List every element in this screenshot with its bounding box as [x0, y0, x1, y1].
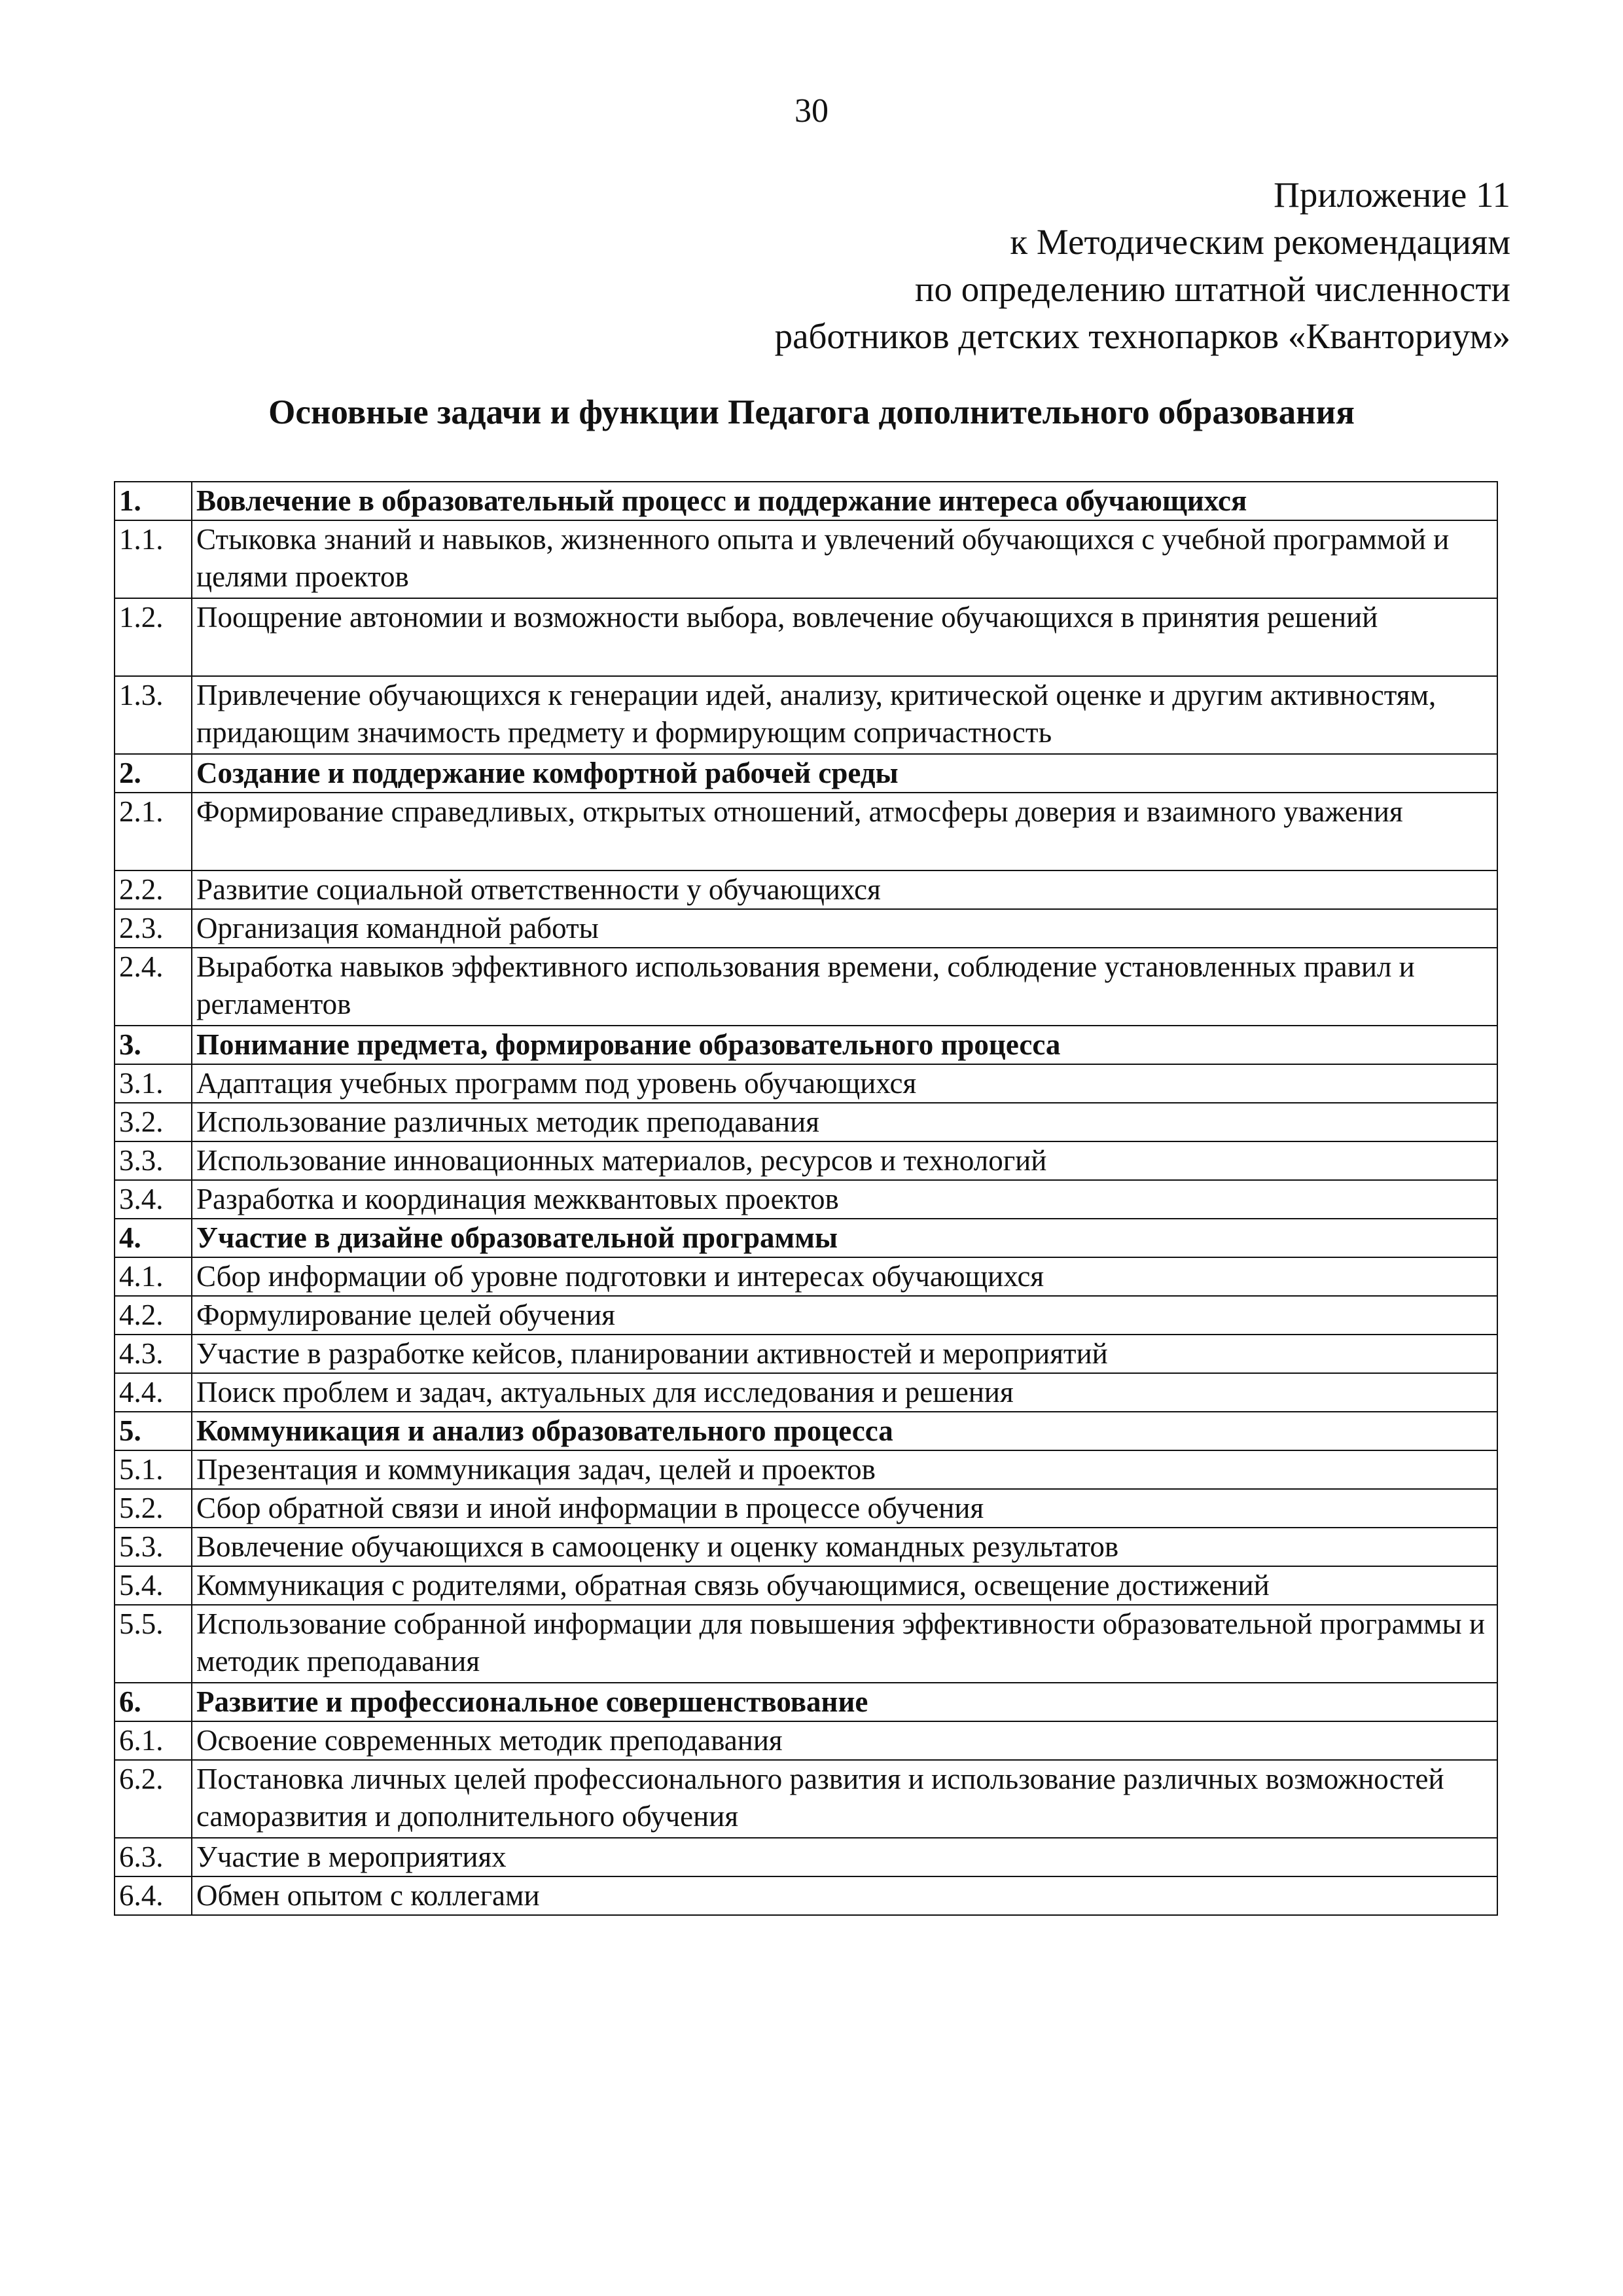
section-title: Создание и поддержание комфортной рабочей среды [192, 754, 1497, 793]
table-row [115, 1257, 1497, 1296]
row-number: 2.1. [115, 793, 192, 870]
table-row [115, 1103, 1497, 1141]
row-number: 3.4. [115, 1180, 192, 1219]
section-row [115, 1219, 1497, 1257]
table-row [115, 1296, 1497, 1335]
table-row [115, 598, 1497, 676]
row-number: 6.1. [115, 1721, 192, 1760]
row-text: Формулирование целей обучения [192, 1296, 1497, 1335]
row-number: 5.5. [115, 1605, 192, 1683]
table-row [115, 1876, 1497, 1915]
table-row [115, 1605, 1497, 1683]
row-number: 2.2. [115, 870, 192, 909]
section-row [115, 1683, 1497, 1721]
row-number: 5. [115, 1412, 192, 1450]
row-text: Привлечение обучающихся к генерации идей, анализу, критической оценке и другим активностям, придающим значимость предмету и формирующим сопричастность [192, 676, 1497, 754]
row-number: 1.1. [115, 520, 192, 598]
row-text: Вовлечение обучающихся в самооценку и оценку командных результатов [192, 1528, 1497, 1566]
row-number: 4.1. [115, 1257, 192, 1296]
section-title: Коммуникация и анализ образовательного процесса [192, 1412, 1497, 1450]
row-number: 6.2. [115, 1760, 192, 1838]
table-row [115, 1566, 1497, 1605]
row-text: Обмен опытом с коллегами [192, 1876, 1497, 1915]
table-row [115, 1373, 1497, 1412]
row-text: Поиск проблем и задач, актуальных для исследования и решения [192, 1373, 1497, 1412]
row-text: Выработка навыков эффективного использования времени, соблюдение установленных правил и регламентов [192, 948, 1497, 1026]
section-row [115, 482, 1497, 520]
row-text: Разработка и координация межквантовых проектов [192, 1180, 1497, 1219]
table-row [115, 676, 1497, 754]
table-row [115, 1450, 1497, 1489]
section-title: Вовлечение в образовательный процесс и поддержание интереса обучающихся [192, 482, 1497, 520]
row-text: Участие в разработке кейсов, планировании активностей и мероприятий [192, 1335, 1497, 1373]
row-text: Использование собранной информации для повышения эффективности образовательной программы и методик преподавания [192, 1605, 1497, 1683]
table-row [115, 1064, 1497, 1103]
table-row [115, 1838, 1497, 1876]
section-row [115, 754, 1497, 793]
row-text: Презентация и коммуникация задач, целей и проектов [192, 1450, 1497, 1489]
row-text: Формирование справедливых, открытых отношений, атмосферы доверия и взаимного уважения [192, 793, 1497, 870]
table-row [115, 1141, 1497, 1180]
section-row [115, 1026, 1497, 1064]
row-text: Организация командной работы [192, 909, 1497, 948]
row-number: 4.4. [115, 1373, 192, 1412]
section-title: Понимание предмета, формирование образовательного процесса [192, 1026, 1497, 1064]
section-title: Участие в дизайне образовательной программы [192, 1219, 1497, 1257]
appendix-line: работников детских технопарков «Кванториум» [774, 316, 1510, 356]
row-text: Развитие социальной ответственности у обучающихся [192, 870, 1497, 909]
row-number: 6. [115, 1683, 192, 1721]
row-number: 3.2. [115, 1103, 192, 1141]
row-number: 5.4. [115, 1566, 192, 1605]
row-number: 2. [115, 754, 192, 793]
table-row [115, 948, 1497, 1026]
row-number: 2.3. [115, 909, 192, 948]
row-text: Освоение современных методик преподавания [192, 1721, 1497, 1760]
table-row [115, 909, 1497, 948]
row-text: Участие в мероприятиях [192, 1838, 1497, 1876]
row-number: 6.4. [115, 1876, 192, 1915]
row-text: Коммуникация с родителями, обратная связь обучающимися, освещение достижений [192, 1566, 1497, 1605]
row-text: Сбор информации об уровне подготовки и интересах обучающихся [192, 1257, 1497, 1296]
row-number: 4.3. [115, 1335, 192, 1373]
table-row [115, 1528, 1497, 1566]
row-number: 6.3. [115, 1838, 192, 1876]
row-text: Сбор обратной связи и иной информации в процессе обучения [192, 1489, 1497, 1528]
section-title: Развитие и профессиональное совершенствование [192, 1683, 1497, 1721]
table-row [115, 1180, 1497, 1219]
table-row [115, 1489, 1497, 1528]
row-number: 5.3. [115, 1528, 192, 1566]
row-text: Адаптация учебных программ под уровень обучающихся [192, 1064, 1497, 1103]
row-text: Использование инновационных материалов, ресурсов и технологий [192, 1141, 1497, 1180]
row-text: Стыковка знаний и навыков, жизненного опыта и увлечений обучающихся с учебной программой и целями проектов [192, 520, 1497, 598]
appendix-header [775, 171, 1510, 360]
page-number: 30 [794, 92, 829, 130]
row-number: 1. [115, 482, 192, 520]
section-row [115, 1412, 1497, 1450]
row-number: 1.2. [115, 598, 192, 676]
appendix-line: по определению штатной численности [915, 269, 1510, 309]
appendix-line: Приложение 11 [1274, 175, 1510, 215]
row-number: 5.1. [115, 1450, 192, 1489]
row-number: 2.4. [115, 948, 192, 1026]
table-row [115, 1335, 1497, 1373]
row-text: Поощрение автономии и возможности выбора, вовлечение обучающихся в принятия решений [192, 598, 1497, 676]
row-number: 4.2. [115, 1296, 192, 1335]
row-number: 1.3. [115, 676, 192, 754]
row-number: 4. [115, 1219, 192, 1257]
row-number: 3.3. [115, 1141, 192, 1180]
table-row [115, 870, 1497, 909]
tasks-table [114, 481, 1498, 1916]
table-row [115, 1760, 1497, 1838]
table-row [115, 793, 1497, 870]
row-number: 3.1. [115, 1064, 192, 1103]
row-number: 3. [115, 1026, 192, 1064]
row-number: 5.2. [115, 1489, 192, 1528]
table-row [115, 1721, 1497, 1760]
table-row [115, 520, 1497, 598]
row-text: Использование различных методик преподавания [192, 1103, 1497, 1141]
appendix-line: к Методическим рекомендациям [1010, 222, 1510, 262]
row-text: Постановка личных целей профессионального развития и использование различных возможностей саморазвития и дополнительного обучения [192, 1760, 1497, 1838]
document-title: Основные задачи и функции Педагога дополнительного образования [268, 393, 1355, 431]
